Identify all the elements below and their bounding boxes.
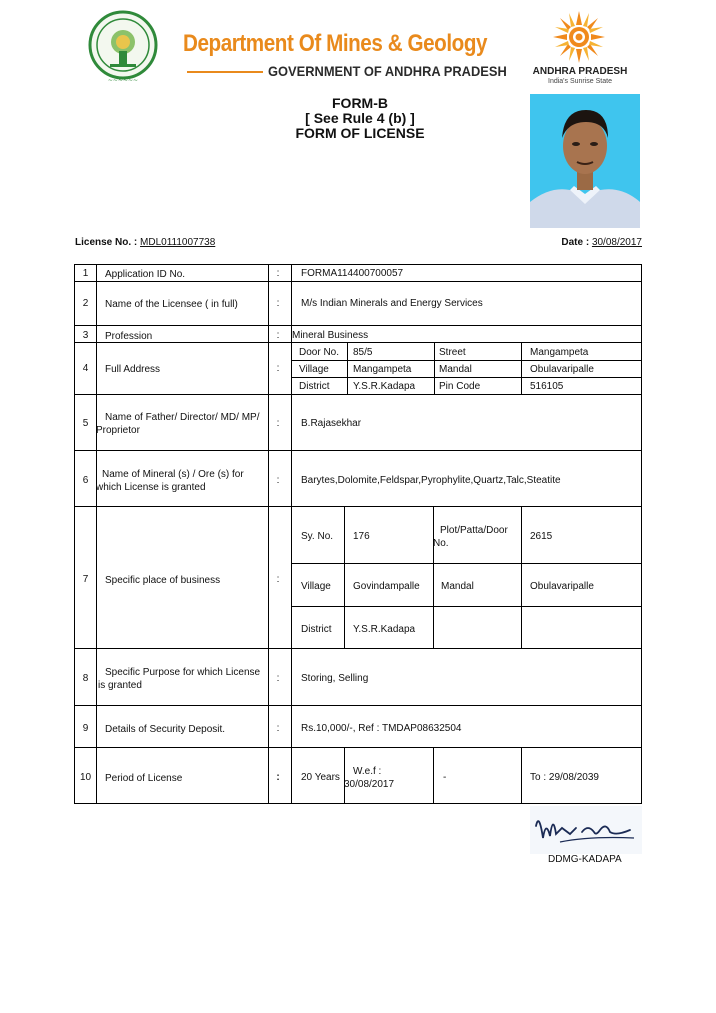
sub-rule xyxy=(291,606,641,607)
syno-value: 176 xyxy=(353,531,370,542)
row-label-line: is granted xyxy=(98,680,142,691)
license-number xyxy=(75,237,215,248)
mandal-value: Obulavaripalle xyxy=(530,364,594,375)
signature-image xyxy=(530,806,642,854)
sub-divider xyxy=(344,507,345,648)
table-row xyxy=(75,649,641,706)
mandal-label: Mandal xyxy=(441,581,474,592)
village-label: Village xyxy=(299,364,329,375)
row-label-line: which License is granted xyxy=(96,482,206,493)
row-colon: : xyxy=(276,418,280,429)
sub-rule xyxy=(291,360,641,361)
licensee-photo xyxy=(530,94,640,228)
plot-label xyxy=(433,524,508,550)
license-date-value: 30/08/2017 xyxy=(591,237,642,248)
table-row xyxy=(75,326,641,343)
row-number: 3 xyxy=(82,330,89,341)
row-label: Application ID No. xyxy=(105,269,186,280)
table-row xyxy=(75,395,641,451)
pin-value: 516105 xyxy=(530,381,564,392)
district-value: Y.S.R.Kadapa xyxy=(353,381,416,392)
row-number: 6 xyxy=(82,475,89,486)
table-row xyxy=(75,706,641,748)
row-colon: : xyxy=(276,298,280,309)
row-number: 5 xyxy=(82,418,89,429)
village-value: Govindampalle xyxy=(353,581,420,592)
profession: Mineral Business xyxy=(292,330,369,341)
state-name: ANDHRA PRADESH xyxy=(532,66,628,77)
district-value: Y.S.R.Kadapa xyxy=(353,624,416,635)
mandal-value: Obulavaripalle xyxy=(530,581,594,592)
village-label: Village xyxy=(301,581,331,592)
license-table xyxy=(74,264,642,804)
department-title: Department Of Mines & Geology xyxy=(183,30,488,57)
security-deposit: Rs.10,000/-, Ref : TMDAP08632504 xyxy=(301,723,462,734)
street-value: Mangampeta xyxy=(530,347,589,358)
sub-divider xyxy=(521,748,522,803)
application-id: FORMA114400700057 xyxy=(301,268,404,279)
row-colon: : xyxy=(276,574,280,585)
plot-value: 2615 xyxy=(530,531,553,542)
ap-sunrise-logo-icon xyxy=(551,9,607,65)
state-seal-icon xyxy=(88,9,158,85)
row-number: 2 xyxy=(82,298,89,309)
form-heading xyxy=(210,96,510,141)
row-colon: : xyxy=(276,330,280,341)
sub-divider xyxy=(434,343,435,394)
district-label: District xyxy=(299,381,330,392)
signing-authority: DDMG-KADAPA xyxy=(548,854,622,865)
row-number: 9 xyxy=(82,723,89,734)
license-date-label: Date : xyxy=(561,237,590,248)
row-label: Profession xyxy=(105,331,153,342)
wef-date xyxy=(344,765,394,791)
row-label: Full Address xyxy=(105,364,161,375)
row-label: Name of the Licensee ( in full) xyxy=(105,299,238,310)
row-label: Period of License xyxy=(105,773,183,784)
row-label: Details of Security Deposit. xyxy=(105,724,226,735)
sub-divider xyxy=(521,343,522,394)
district-label: District xyxy=(301,624,332,635)
father-name: B.Rajasekhar xyxy=(301,418,362,429)
purpose: Storing, Selling xyxy=(301,673,369,684)
village-value: Mangampeta xyxy=(353,364,412,375)
period-dash: - xyxy=(443,772,447,783)
sub-rule xyxy=(291,377,641,378)
minerals: Barytes,Dolomite,Feldspar,Pyrophylite,Quartz,Talc,Steatite xyxy=(301,475,561,486)
row-label-line: Name of Father/ Director/ MD/ MP/ xyxy=(105,412,260,423)
syno-label: Sy. No. xyxy=(301,531,334,542)
header-rule xyxy=(187,71,263,73)
mandal-label: Mandal xyxy=(439,364,472,375)
government-title: GOVERNMENT OF ANDHRA PRADESH xyxy=(268,63,507,79)
row-number: 4 xyxy=(82,363,89,374)
row-colon: : xyxy=(276,772,280,783)
row-colon: : xyxy=(276,363,280,374)
license-end-date: To : 29/08/2039 xyxy=(530,772,599,783)
row-colon: : xyxy=(276,673,280,684)
row-label-line: Proprietor xyxy=(96,425,140,436)
table-row xyxy=(75,343,641,395)
table-row xyxy=(75,451,641,507)
form-rule: [ See Rule 4 (b) ] xyxy=(305,110,415,126)
row-colon: : xyxy=(276,475,280,486)
sub-rule xyxy=(291,563,641,564)
street-label: Street xyxy=(439,347,466,358)
row-label xyxy=(96,666,268,692)
license-number-label: License No. : xyxy=(75,237,138,248)
sub-divider xyxy=(433,748,434,803)
wef-value: 30/08/2017 xyxy=(344,779,395,790)
form-title: FORM-B xyxy=(332,95,388,111)
door-label: Door No. xyxy=(299,347,340,358)
license-years: 20 Years xyxy=(301,772,340,783)
row-label: Specific place of business xyxy=(105,575,221,586)
row-colon: : xyxy=(276,723,280,734)
row-number: 10 xyxy=(79,772,92,783)
table-row xyxy=(75,507,641,649)
table-row xyxy=(75,748,641,804)
form-subtitle: FORM OF LICENSE xyxy=(295,125,425,141)
table-row xyxy=(75,265,641,282)
table-row xyxy=(75,282,641,326)
sub-divider xyxy=(347,343,348,394)
licensee-name: M/s Indian Minerals and Energy Services xyxy=(301,298,483,309)
plot-label-line: No. xyxy=(433,538,449,549)
license-date xyxy=(561,237,642,248)
door-value: 85/5 xyxy=(353,347,373,358)
row-label-line: Name of Mineral (s) / Ore (s) for xyxy=(102,469,244,480)
state-tagline: India's Sunrise State xyxy=(548,78,612,85)
svg-text:~~~~~~: ~~~~~~ xyxy=(107,77,139,84)
row-label xyxy=(96,411,268,437)
row-label-line: Specific Purpose for which License xyxy=(105,667,261,678)
pin-label: Pin Code xyxy=(439,381,481,392)
row-number: 8 xyxy=(82,673,89,684)
row-number: 1 xyxy=(82,268,89,279)
plot-label-line: Plot/Patta/Door xyxy=(440,525,508,536)
row-number: 7 xyxy=(82,574,89,585)
sub-divider xyxy=(521,507,522,648)
wef-label: W.e.f : xyxy=(353,766,382,777)
license-number-value: MDL0111007738 xyxy=(140,237,216,248)
row-label xyxy=(96,468,268,494)
row-colon: : xyxy=(276,268,280,279)
